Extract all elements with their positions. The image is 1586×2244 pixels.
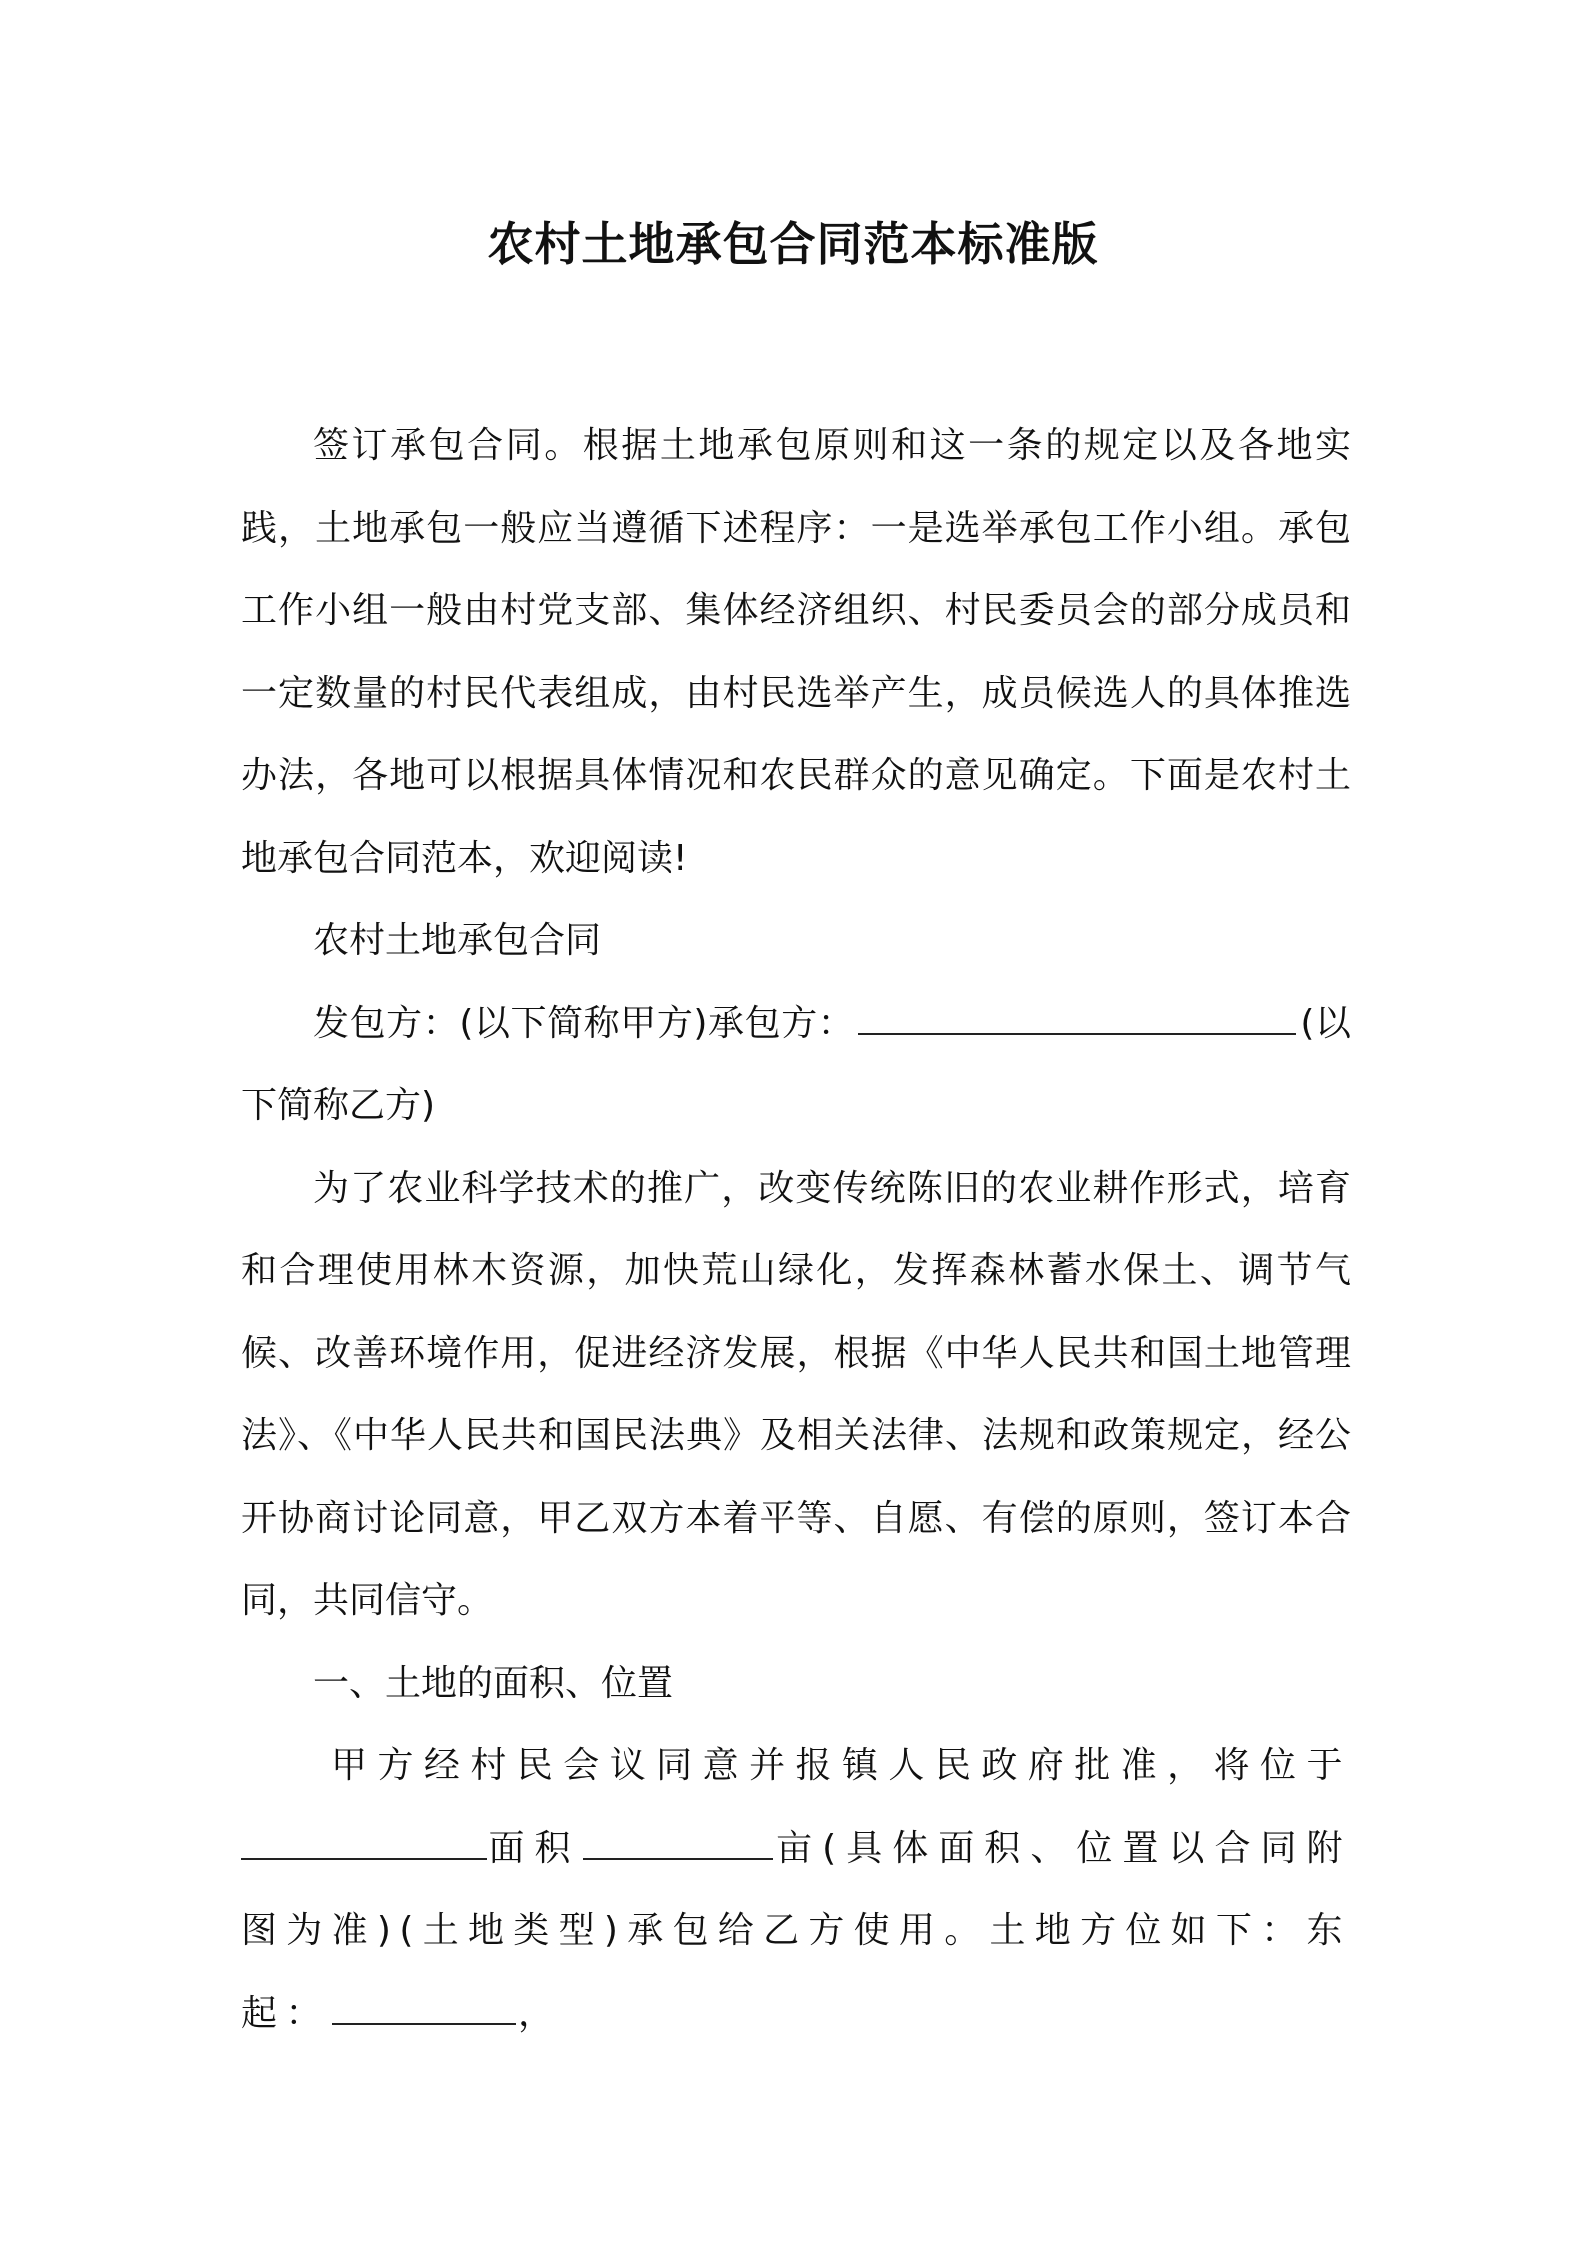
parties-text-1: 发包方：(以下简称甲方)承包方： (313, 1002, 855, 1044)
contractor-name-blank (858, 1005, 1296, 1035)
intro-paragraph: 签订承包合同。根据土地承包原则和这一条的规定以及各地实践，土地承包一般应当遵循下述程序：一是选举承包工作小组。承包工作小组一般由村党支部、集体经济组织、村民委员会的部分成员和一定数量的村民代表组成，由村民选举产生，成员候选人的具体推选办法，各地可以根据具体情况和农民群众的意见确定。下面是农村土地承包合同范本，欢迎阅读! (241, 425, 1351, 879)
section-1-area-label: 面积 (487, 1827, 581, 1869)
east-boundary-blank (332, 1995, 516, 2025)
section-1-location-text: 甲方经村民会议同意并报镇人民政府批准，将位于 (331, 1745, 1351, 1786)
purpose-paragraph: 为了农业科学技术的推广，改变传统陈旧的农业耕作形式，培育和合理使用林木资源，加快荒山绿化，发挥森林蓄水保土、调节气候、改善环境作用，促进经济发展，根据《中华人民共和国土地管理法》、《中华人民共和国民法典》及相关法律、法规和政策规定，经公开协商讨论同意，甲乙双方本着平等、自愿、有偿的原则，签订本合同，共同信守。 (241, 1167, 1351, 1621)
document-title: 农村土地承包合同范本标准版 (487, 217, 1099, 271)
area-blank (583, 1830, 773, 1860)
section-1-heading: 一、土地的面积、位置 (313, 1662, 674, 1704)
section-1-end-punct: ， (518, 1992, 563, 2034)
parties-text-2: (以下简称乙方) (241, 1002, 1352, 1126)
location-blank (241, 1830, 487, 1860)
section-1-paragraph (241, 1725, 1351, 2055)
parties-paragraph (241, 983, 1351, 1148)
section-1-area-unit: 亩(具体面积、位置以合同附图为准)(土地类型)承包给乙方使用。土地方位如下：东起： (241, 1827, 1351, 2034)
contract-heading: 农村土地承包合同 (313, 920, 602, 961)
document-body (241, 405, 1351, 2055)
